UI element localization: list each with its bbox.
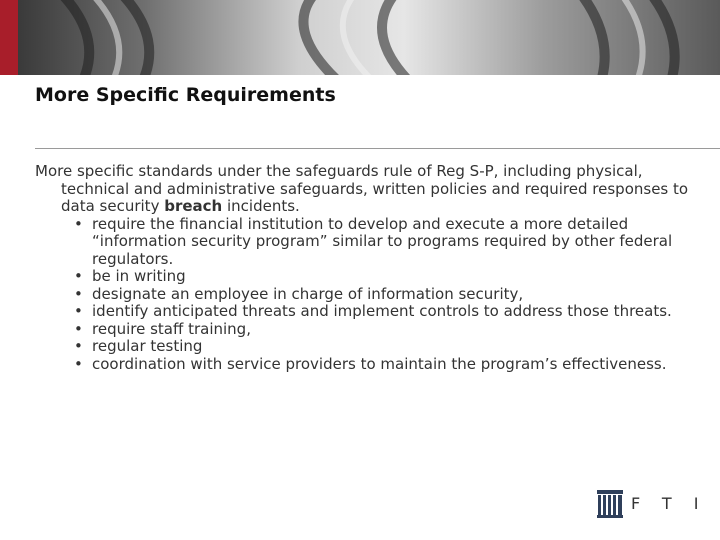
intro-bold-word: breach: [164, 197, 223, 215]
slide-title: More Specific Requirements: [35, 84, 336, 106]
accent-bar: [0, 0, 18, 75]
list-item: • require the financial institution to develop and execute a more detailed “information security program” similar to programs required by other federal regulators.: [92, 216, 690, 269]
list-item: • designate an employee in charge of information security,: [92, 286, 690, 304]
list-item: • regular testing: [92, 338, 690, 356]
fti-building-icon: [597, 490, 623, 518]
list-item: • be in writing: [92, 268, 690, 286]
header-banner-image: [18, 0, 720, 75]
logo-text: FTI: [631, 494, 720, 513]
list-item: • coordination with service providers to maintain the program’s effectiveness.: [92, 356, 690, 374]
intro-paragraph: [35, 163, 690, 216]
slide-body: [35, 163, 690, 373]
title-divider: [35, 148, 720, 149]
list-item: • identify anticipated threats and implement controls to address those threats.: [92, 303, 690, 321]
fti-logo: [597, 490, 720, 520]
intro-text: More specific standards under the safeguards rule of Reg S-P, including physical, technical and administrative safeguards, written policies and required responses to data security: [35, 162, 689, 215]
intro-text-end: incidents.: [222, 197, 300, 215]
requirements-list: [35, 216, 690, 374]
list-item: • require staff training,: [92, 321, 690, 339]
